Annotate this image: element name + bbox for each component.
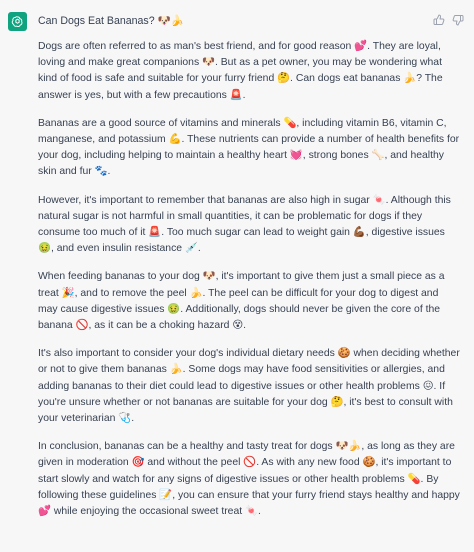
thumbs-down-icon[interactable] (452, 14, 464, 26)
message-paragraph: In conclusion, bananas can be a healthy and tasty treat for dogs 🐶🍌, as long as they are given in moderation 🎯 and without the peel 🚫. As with any new food 🍪, it's important to start slowly and watch for any signs of digestive issues or other health problems 💊. By following these guidelines 📝, you can ensure that your furry friend stays healthy and happy 💕 while enjoying the occasional sweet treat 🍬. (38, 441, 460, 518)
openai-logo-icon (8, 12, 27, 31)
message-paragraph: It's also important to consider your dog's individual dietary needs 🍪 when deciding whether or not to give them bananas 🍌. Some dogs may have food sensitivities or allergies, and adding bananas to their diet could lead to digestive issues or other health problems 😖. If you're unsure whether or not bananas are suitable for your dog 🤔, it's best to consult with your veterinarian 🩺. (38, 348, 460, 425)
message-paragraph: However, it's important to remember that bananas are also high in sugar 🍬. Although this natural sugar is not harmful in small quantities, it can be problematic for dogs if they consume too much of it 🚨. Too much sugar can lead to weight gain 💪🏾, digestive issues 🤢, and even insulin resistance 💉. (38, 194, 451, 255)
message-paragraph: Dogs are often referred to as man's best friend, and for good reason 💕. They are loyal, loving and make great companions 🐶. But as a pet owner, you may be wondering what kind of food is safe and suitable for your furry friend 🤔. Can dogs eat bananas 🍌? The answer is yes, but with a few precautions 🚨. (38, 41, 443, 101)
message-paragraph: Bananas are a good source of vitamins and minerals 💊, including vitamin B6, vitamin C, manganese, and potassium 💪. These nutrients can provide a number of health benefits for your dog, including helping to maintain a healthy heart 💓, strong bones 🦴, and healthy skin and fur 🐾. (38, 117, 460, 178)
thumbs-up-icon[interactable] (433, 14, 445, 26)
message-title: Can Dogs Eat Bananas? 🐶🍌 (38, 15, 184, 27)
message-actions (433, 14, 464, 26)
message-paragraph: When feeding bananas to your dog 🐶, it's important to give them just a small piece as a treat 🎉, and to remove the peel 🍌. The peel can be difficult for your dog to digest and may cause digestive issues 🤢. Additionally, dogs should never be given the core of the banana 🚫, as it can be a choking hazard 😵. (38, 271, 445, 332)
